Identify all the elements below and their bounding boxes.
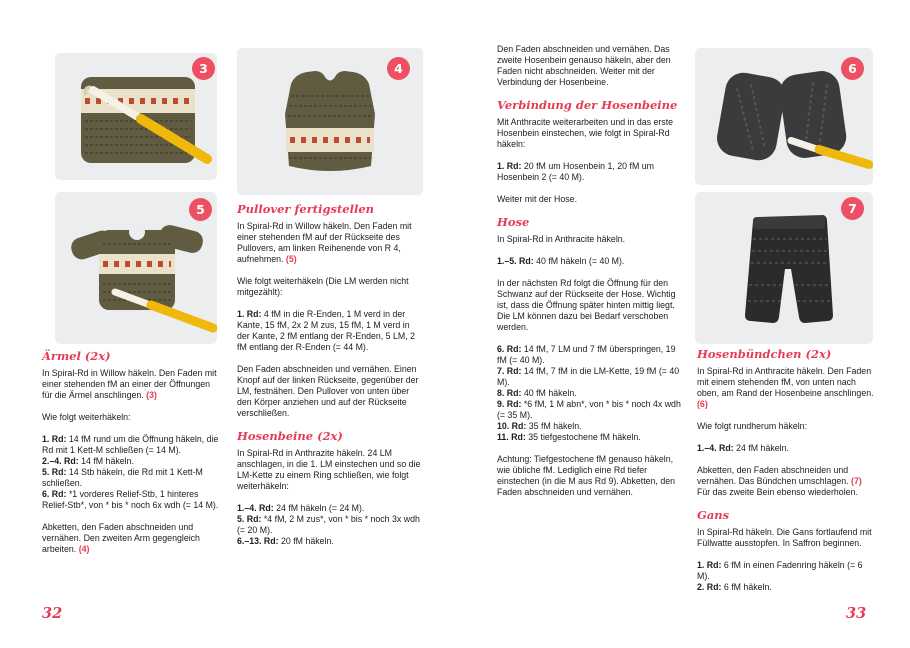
paragraph: In Spiral-Rd in Anthrazite häkeln. 24 LM anschlagen, in die 1. LM einstechen und so die LM-Kette zu einem Ring schließen, wie folgt weiterhäkeln: xyxy=(237,448,421,491)
instruction-step: 10. Rd: 35 fM häkeln. xyxy=(497,421,582,431)
paragraph: In der nächsten Rd folgt die Öffnung für den Schwanz auf der Rückseite der Hose. Wichtig ist, dass die Öffnung später hinten mittig liegt. Die LM können dazu bei Bedarf verschoben werden. xyxy=(497,278,676,332)
instruction-steps xyxy=(497,256,684,267)
paragraph: Wie folgt weiterhäkeln: xyxy=(42,412,131,422)
instruction-step: 1.–4. Rd: 24 fM häkeln. xyxy=(697,443,789,453)
instruction-step: 6.–13. Rd: 20 fM häkeln. xyxy=(237,536,334,546)
paragraph: Den Faden abschneiden und vernähen. Einen Knopf auf der linken Rückseite, gegenüber der LM, festnähen. Den Pullover von unten über den Körper anziehen und auf der Rückseite verschließen. xyxy=(237,364,419,418)
heading-aermel: Ärmel (2x) xyxy=(42,349,111,363)
column-sleeves xyxy=(42,350,219,566)
paragraph: Weiter mit der Hose. xyxy=(497,194,578,204)
instruction-step: 1.–5. Rd: 40 fM häkeln (= 40 M). xyxy=(497,256,625,266)
column-pullover xyxy=(237,203,424,558)
step-badge: 7 xyxy=(841,197,864,220)
instruction-step: 6. Rd: *1 vorderes Relief-Stb, 1 hinteres Relief-Stb*, von * bis * noch 6x wdh (= 14 M). xyxy=(42,489,219,510)
step-badge: 5 xyxy=(189,198,212,221)
instruction-steps xyxy=(237,503,424,547)
instruction-step: 2. Rd: 6 fM häkeln. xyxy=(697,582,772,592)
instruction-step: 6. Rd: 14 fM, 7 LM und 7 fM überspringen, 19 fM (= 40 M). xyxy=(497,344,676,365)
paragraph: In Spiral-Rd in Anthracite häkeln. Den Faden mit einem stehenden fM, von unten nach oben, am Rand der Hosenbeine anschlingen. (6) xyxy=(697,366,874,409)
instruction-step: 1. Rd: 4 fM in die R-Enden, 1 M verd in der Kante, 15 fM, 2x 2 M zus, 15 fM, 1 M verd in der Kante, 2 fM entlang der R-Enden, 5 LM, 2 fM entlang der R-Enden (= 44 M). xyxy=(237,309,415,352)
paragraph: In Spiral-Rd in Willow häkeln. Den Faden mit einer stehenden fM an einer der Öffnungen für die Ärmel anschlingen. (3) xyxy=(42,368,217,400)
paragraph: Achtung: Tiefgestochene fM genauso häkeln, wie übliche fM. Lediglich eine Rd tiefer einstechen (in die M aus Rd 9). Abketten, den Faden abschneiden und vernähen. xyxy=(497,454,675,497)
paragraph: Den Faden abschneiden und vernähen. Das zweite Hosenbein genauso häkeln, aber den Faden nicht abschneiden. Weiter mit der Verbindung der Hosenbeine. xyxy=(497,44,671,87)
instruction-steps xyxy=(42,434,219,511)
instruction-step: 7. Rd: 14 fM, 7 fM in die LM-Kette, 19 fM (= 40 M). xyxy=(497,366,680,387)
instruction-step: 1. Rd: 14 fM rund um die Öffnung häkeln, die Rd mit 1 Kett-M schließen (= 14 M). xyxy=(42,434,219,455)
instruction-step: 11. Rd: 35 tiefgestochene fM häkeln. xyxy=(497,432,641,442)
paragraph: In Spiral-Rd in Willow häkeln. Den Faden mit einer stehenden fM auf der Rückseite des Pullovers, am linken Reihenende von R 4, aufnehmen. (5) xyxy=(237,221,412,264)
paragraph: Abketten, den Faden abschneiden und vernähen. Das Bündchen umschlagen. (7) xyxy=(697,465,862,486)
paragraph: Für das zweite Bein ebenso wiederholen. xyxy=(697,487,858,497)
paragraph: In Spiral-Rd häkeln. Die Gans fortlaufend mit Füllwatte ausstopfen. In Saffron beginnen. xyxy=(697,527,872,548)
instruction-steps xyxy=(497,161,684,183)
heading-pullover-fertigstellen: Pullover fertigstellen xyxy=(237,202,375,216)
paragraph: Wie folgt weiterhäkeln (Die LM werden nicht mitgezählt): xyxy=(237,276,409,297)
paragraph: In Spiral-Rd in Anthracite häkeln. xyxy=(497,234,626,244)
paragraph: Wie folgt rundherum häkeln: xyxy=(697,421,808,431)
column-hosenbuendchen xyxy=(697,348,875,604)
step-badge: 3 xyxy=(192,57,215,80)
paragraph: Mit Anthracite weiterarbeiten und in das erste Hosenbein einstechen, wie folgt in Spiral-Rd häkeln: xyxy=(497,117,674,149)
page-number-right: 33 xyxy=(846,605,867,622)
step-badge: 4 xyxy=(387,57,410,80)
heading-hosenbeine: Hosenbeine (2x) xyxy=(237,429,343,443)
step-badge: 6 xyxy=(841,57,864,80)
instruction-steps xyxy=(237,309,424,353)
column-hose xyxy=(497,44,684,509)
instruction-step: 1. Rd: 6 fM in einen Fadenring häkeln (= 6 M). xyxy=(697,560,863,581)
instruction-step: 2.–4. Rd: 14 fM häkeln. xyxy=(42,456,134,466)
instruction-steps xyxy=(697,560,875,593)
instruction-steps xyxy=(497,344,684,443)
instruction-step: 5. Rd: 14 Stb häkeln, die Rd mit 1 Kett-M schließen. xyxy=(42,467,203,488)
heading-hose: Hose xyxy=(497,215,530,229)
instruction-step: 1. Rd: 20 fM um Hosenbein 1, 20 fM um Hosenbein 2 (= 40 M). xyxy=(497,161,654,182)
instruction-steps xyxy=(697,443,875,454)
paragraph: Abketten, den Faden abschneiden und vernähen. Den zweiten Arm gegengleich arbeiten. (4) xyxy=(42,522,200,554)
page-number-left: 32 xyxy=(42,605,63,622)
instruction-step: 8. Rd: 40 fM häkeln. xyxy=(497,388,577,398)
heading-verbindung-der-hosenbeine: Verbindung der Hosenbeine xyxy=(497,98,678,112)
instruction-step: 1.–4. Rd: 24 fM häkeln (= 24 M). xyxy=(237,503,365,513)
heading-gans: Gans xyxy=(697,508,730,522)
heading-hosenbuendchen: Hosenbündchen (2x) xyxy=(697,347,832,361)
instruction-step: 9. Rd: *6 fM, 1 M abn*, von * bis * noch 4x wdh (= 35 M). xyxy=(497,399,681,420)
instruction-step: 5. Rd: *4 fM, 2 M zus*, von * bis * noch 3x wdh (= 20 M). xyxy=(237,514,420,535)
